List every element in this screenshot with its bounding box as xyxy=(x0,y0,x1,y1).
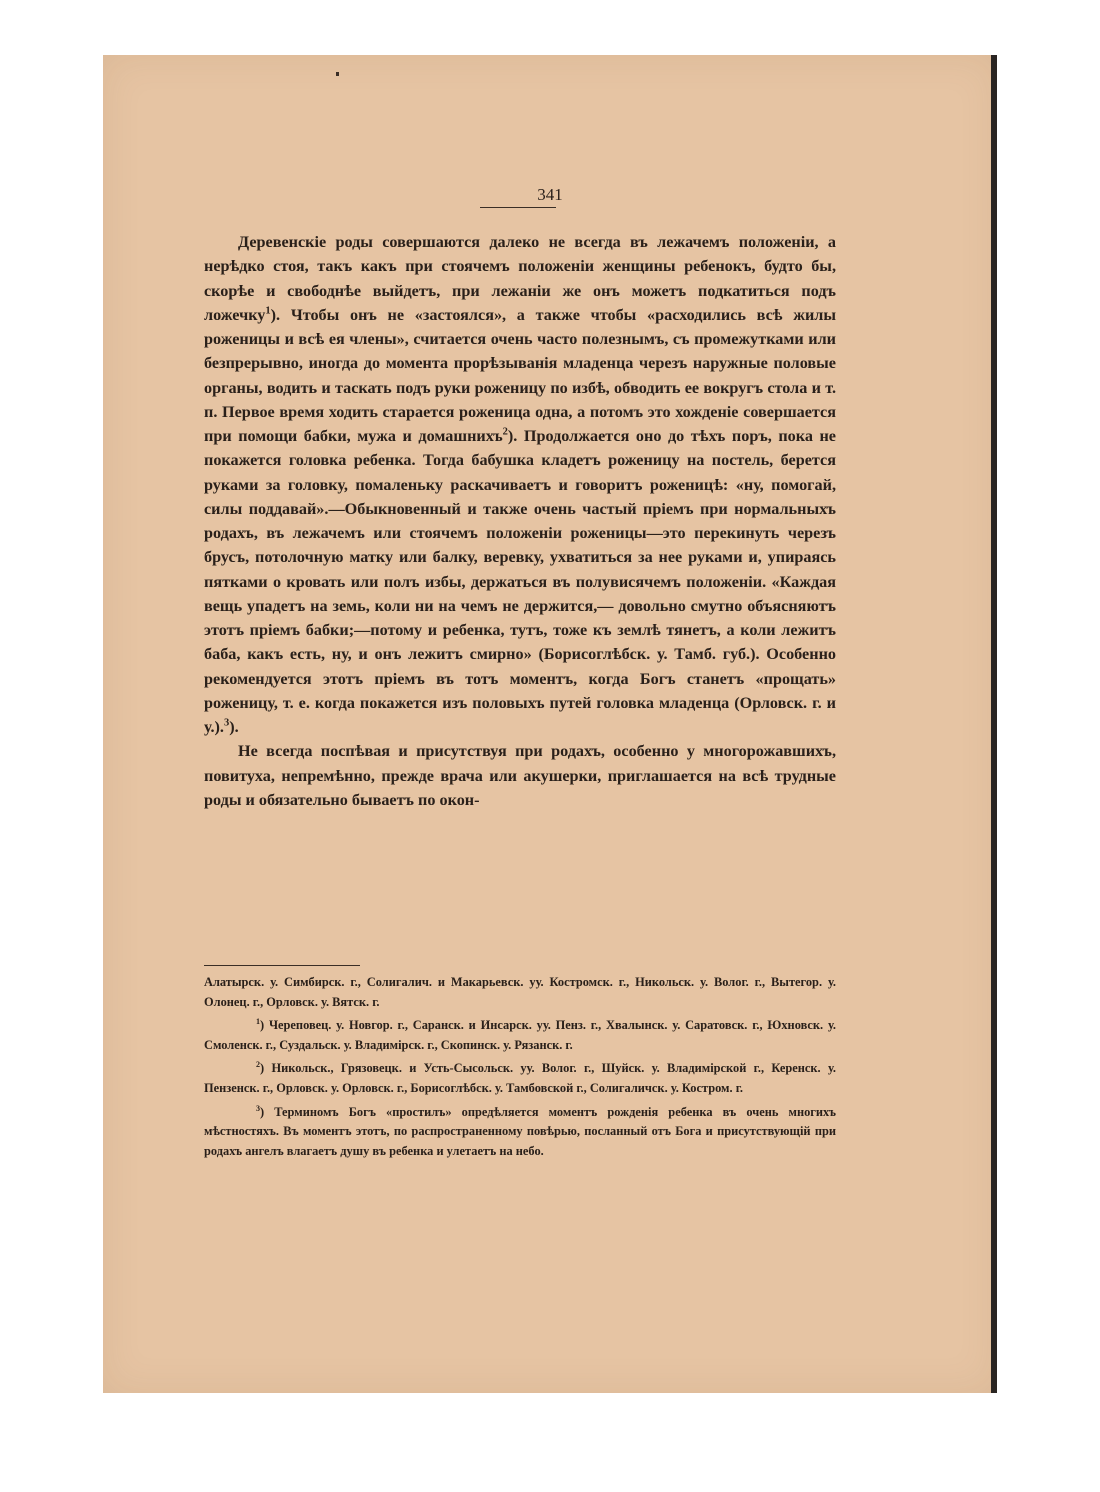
paragraph-1-part-d: ). xyxy=(229,718,239,736)
page-number-rule xyxy=(480,207,556,208)
footnote-1 xyxy=(204,1016,836,1055)
footnote-2-mark: 2 xyxy=(256,1060,261,1070)
paragraph-2: Не всегда поспѣвая и присутствуя при родахъ, особенно у многорожавшихъ, повитуха, непремѣнно, прежде врача или акушерки, приглашается на всѣ трудные роды и обязательно бываетъ по окон- xyxy=(204,742,836,809)
footnotes xyxy=(204,973,836,1165)
scan-dark-edge xyxy=(991,55,997,1393)
footnote-3-mark: 3 xyxy=(256,1103,261,1113)
footnote-2 xyxy=(204,1059,836,1098)
footnote-1-text: ) Череповец. у. Новгор. г., Саранск. и Инсарск. уу. Пенз. г., Хвалынск. у. Саратовск. г., Юхновск. у. Смоленск. г., Суздальск. у. Владимірск. г., Скопинск. у. Рязанск. г. xyxy=(204,1018,836,1052)
main-text xyxy=(204,230,836,812)
ink-speck xyxy=(336,72,339,76)
footnote-3-text: ) Терминомъ Богъ «простилъ» опредѣляется моментъ рожденія ребенка въ очень многихъ мѣстностяхъ. Въ моментъ этотъ, по распространенному повѣрью, посланный отъ Бога и присутствующій при родахъ ангелъ влагаетъ душу въ ребенка и улетаетъ на небо. xyxy=(204,1104,836,1158)
footnote-2-text: ) Никольск., Грязовецк. и Усть-Сысольск. уу. Волог. г., Шуйск. у. Владимірской г., Керенск. у. Пензенск. г., Орловск. у. Орловск. г., Борисоглѣбск. у. Тамбовской г., Солигаличск. у. Костром. г. xyxy=(204,1061,836,1095)
footnote-ref-3: 3 xyxy=(223,717,230,729)
footnote-ref-2: 2 xyxy=(502,426,508,438)
footnote-3 xyxy=(204,1103,836,1162)
footnote-ref-1: 1 xyxy=(265,305,271,317)
footnote-separator xyxy=(204,965,360,966)
footnote-1-mark: 1 xyxy=(256,1017,261,1027)
paragraph-1 xyxy=(204,230,836,739)
paragraph-1-part-a: Деревенскіе роды совершаются далеко не всегда въ лежачемъ положеніи, а нерѣдко стоя, такъ какъ при стоячемъ положеніи женщины ребенокъ, будто бы, скорѣе и свободнѣе выйдетъ, при лежаніи же онъ можетъ подкатиться подъ ложечку xyxy=(204,233,836,324)
paragraph-1-part-b: ). Чтобы онъ не «застоялся», а также чтобы «расходились всѣ жилы роженицы и всѣ ея члены», считается очень часто полезнымъ, съ промежутками или безпрерывно, иногда до момента прорѣзыванія младенца черезъ наружные половые органы, водить и таскать подъ руки роженицу по избѣ, обводить ее вокругъ стола и т. п. Первое время ходить старается роженица одна, а потомъ это хожденіе совершается при помощи бабки, мужа и домашнихъ xyxy=(204,305,836,445)
footnote-continuation: Алатырск. у. Симбирск. г., Солигалич. и Макарьевск. уу. Костромск. г., Никольск. у. Волог. г., Вытегор. у. Олонец. г., Орловск. у. Вятск. г. xyxy=(204,975,836,1009)
page-number: 341 xyxy=(537,185,563,204)
paragraph-1-part-c: ). Продолжается оно до тѣхъ поръ, пока не покажется головка ребенка. Тогда бабушка кладетъ роженицу на постель, берется руками за головку, помаленьку раскачиваетъ и говоритъ роженицѣ: «ну, помогай, силы поддавай».—Обыкновенный и также очень частый пріемъ при нормальныхъ родахъ, въ лежачемъ или стоячемъ положеніи роженицы—это перекинуть черезъ брусъ, потолочную матку или балку, веревку, ухватиться за нее руками и, упираясь пятками о кровать или полъ избы, держаться въ полувисячемъ положеніи. «Каждая вещь упадетъ на земь, коли ни на чемъ не держится,— довольно смутно объясняютъ этотъ пріемъ бабки;—потому и ребенка, тутъ, тоже къ землѣ тянетъ, а коли лежитъ баба, какъ есть, ну, и онъ лежитъ смирно» (Борисоглѣбск. у. Тамб. губ.). Особенно рекомендуется этотъ пріемъ въ тотъ моментъ, когда Богъ станетъ «прощать» роженицу, т. е. когда покажется изъ половыхъ путей головка младенца (Орловск. г. и у.). xyxy=(204,427,836,736)
